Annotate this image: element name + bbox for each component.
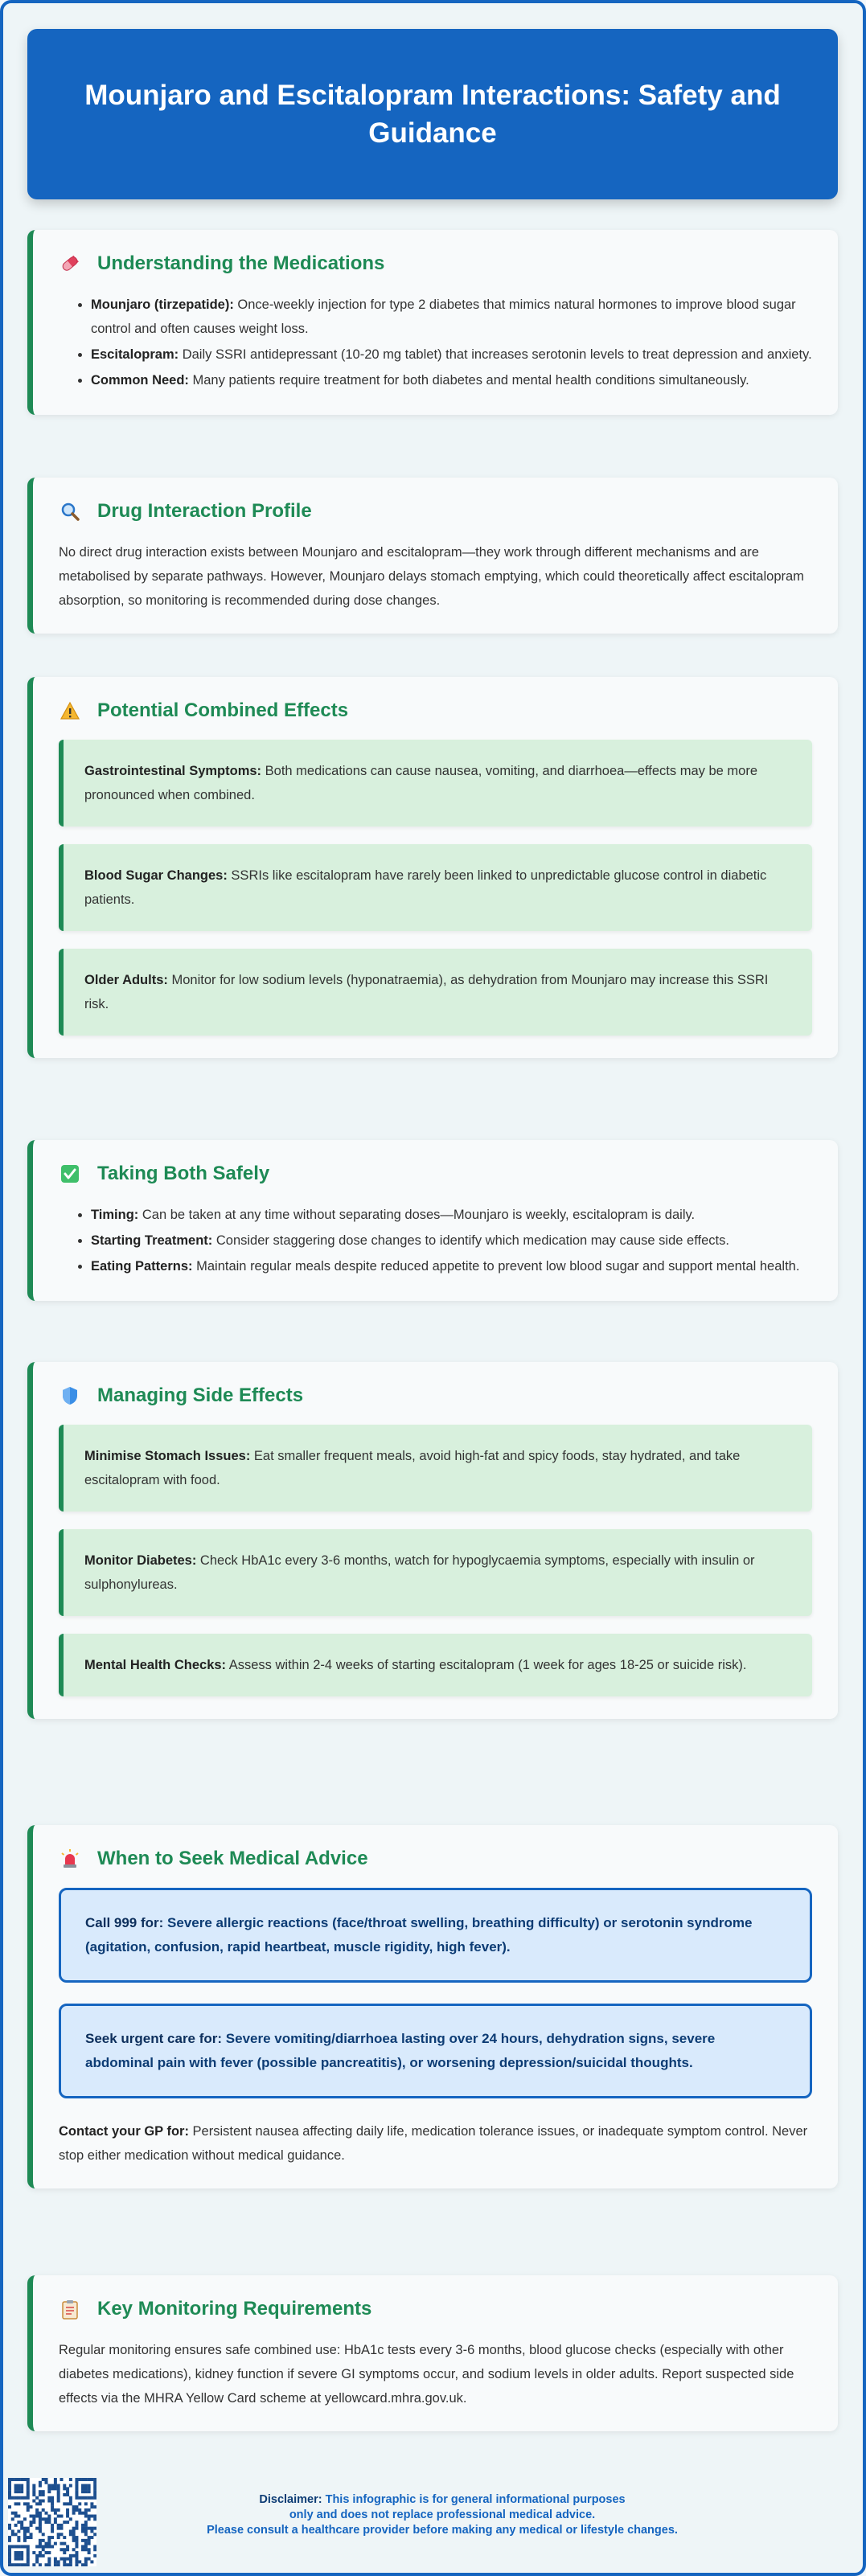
- disclaimer-line: only and does not replace professional medical advice.: [289, 2508, 596, 2521]
- alert-label: Call 999 for:: [85, 1915, 164, 1930]
- siren-icon: [59, 1848, 81, 1870]
- clipboard-icon: [59, 2298, 81, 2320]
- section-effects: [27, 677, 838, 1058]
- check-icon: [59, 1163, 81, 1185]
- section-title-row: [59, 252, 812, 275]
- tip-box: [59, 1529, 812, 1616]
- tip-box: [59, 1425, 812, 1512]
- section-understanding: [27, 230, 838, 415]
- page-title: Mounjaro and Escitalopram Interactions: Safety and Guidance: [84, 80, 781, 149]
- section-title-row: [59, 500, 812, 523]
- box-text: Check HbA1c every 3-6 months, watch for hypoglycaemia symptoms, especially with insulin or sulphonylureas.: [84, 1553, 755, 1592]
- item-label: Starting Treatment:: [91, 1233, 213, 1248]
- section-title-row: [59, 1163, 812, 1185]
- section-title: Managing Side Effects: [97, 1384, 304, 1406]
- section-title: Key Monitoring Requirements: [97, 2298, 372, 2320]
- section-title: Drug Interaction Profile: [97, 500, 312, 522]
- box-text: SSRIs like escitalopram have rarely been linked to unpredictable glucose control in diabetic patients.: [84, 868, 767, 907]
- emergency-alert: [59, 1888, 812, 1983]
- section-safely: [27, 1140, 838, 1301]
- item-label: Eating Patterns:: [91, 1259, 193, 1274]
- qr-code[interactable]: [8, 2478, 96, 2566]
- item-text: Daily SSRI antidepressant (10-20 mg tablet) that increases serotonin levels to treat depression and anxiety.: [179, 347, 812, 362]
- section-title: Potential Combined Effects: [97, 699, 349, 721]
- effect-box: [59, 949, 812, 1036]
- alert-text: Severe vomiting/diarrhoea lasting over 24 hours, dehydration signs, severe abdominal pain with fever (possible pancreatitis), or worsening depression/suicidal thoughts.: [85, 2031, 716, 2070]
- list-item: [91, 1229, 812, 1253]
- safety-list: [91, 1203, 812, 1278]
- section-managing: [27, 1362, 838, 1719]
- urgent-care-alert: [59, 2004, 812, 2098]
- page-header: [27, 29, 838, 199]
- list-item: [91, 293, 812, 341]
- list-item: [91, 343, 812, 367]
- section-title-row: [59, 699, 812, 722]
- section-title: When to Seek Medical Advice: [97, 1848, 368, 1869]
- list-item: [91, 368, 812, 392]
- item-label: Common Need:: [91, 373, 189, 388]
- disclaimer-text: This infographic is for general informational purposes: [322, 2493, 626, 2506]
- section-title: Taking Both Safely: [97, 1163, 270, 1184]
- alert-text: Severe allergic reactions (face/throat swelling, breathing difficulty) or serotonin syndrome (agitation, confusion, rapid heartbeat, muscle rigidity, high fever).: [85, 1915, 753, 1955]
- alert-label: Seek urgent care for:: [85, 2031, 223, 2046]
- magnifier-icon: [59, 500, 81, 523]
- box-label: Minimise Stomach Issues:: [84, 1449, 251, 1463]
- box-text: Both medications can cause nausea, vomiting, and diarrhoea—effects may be more pronounced when combined.: [84, 764, 758, 802]
- effect-box: [59, 740, 812, 827]
- section-advice: [27, 1825, 838, 2188]
- section-interaction: [27, 478, 838, 634]
- section-title-row: [59, 1384, 812, 1407]
- item-label: Escitalopram:: [91, 347, 179, 362]
- box-label: Gastrointestinal Symptoms:: [84, 764, 262, 778]
- tip-box: [59, 1634, 812, 1696]
- disclaimer-line: [121, 2492, 764, 2508]
- disclaimer-line: Please consult a healthcare provider before making any medical or lifestyle changes.: [207, 2524, 678, 2537]
- footer: [0, 2470, 866, 2573]
- item-text: Once-weekly injection for type 2 diabetes that mimics natural hormones to improve blood sugar control and often causes weight loss.: [91, 297, 796, 336]
- gp-advice: [59, 2119, 812, 2168]
- pill-icon: [59, 252, 81, 275]
- item-text: Many patients require treatment for both diabetes and mental health conditions simultaneously.: [188, 373, 749, 388]
- shield-icon: [59, 1384, 81, 1407]
- list-item: [91, 1254, 812, 1278]
- item-text: Maintain regular meals despite reduced appetite to prevent low blood sugar and support mental health.: [192, 1259, 800, 1274]
- section-text: Regular monitoring ensures safe combined use: HbA1c tests every 3-6 months, blood glucose checks (especially with other diabetes medications), kidney function if severe GI symptoms occur, and sodium levels in older adults. Report suspected side effects via the MHRA Yellow Card scheme at yellowcard.mhra.gov.uk.: [59, 2343, 794, 2406]
- box-text: Eat smaller frequent meals, avoid high-fat and spicy foods, stay hydrated, and take escitalopram with food.: [84, 1449, 741, 1487]
- box-label: Monitor Diabetes:: [84, 1553, 197, 1568]
- item-text: Can be taken at any time without separating doses—Mounjaro is weekly, escitalopram is daily.: [138, 1208, 696, 1222]
- warning-icon: [59, 699, 81, 722]
- item-label: Mounjaro (tirzepatide):: [91, 297, 234, 312]
- section-title-row: [59, 2298, 812, 2320]
- box-label: Older Adults:: [84, 973, 168, 987]
- section-monitoring: [27, 2275, 838, 2431]
- section-title-row: [59, 1848, 812, 1870]
- list-item: [91, 1203, 812, 1227]
- disclaimer-label: Disclaimer:: [259, 2493, 322, 2506]
- box-label: Mental Health Checks:: [84, 1658, 227, 1672]
- box-label: Blood Sugar Changes:: [84, 868, 228, 883]
- gp-text: Persistent nausea affecting daily life, medication tolerance issues, or inadequate symptom control. Never stop either medication without medical guidance.: [59, 2124, 808, 2163]
- item-text: Consider staggering dose changes to identify which medication may cause side effects.: [212, 1233, 729, 1248]
- medication-list: [91, 293, 812, 392]
- box-text: Assess within 2-4 weeks of starting escitalopram (1 week for ages 18-25 or suicide risk).: [226, 1658, 747, 1672]
- item-label: Timing:: [91, 1208, 139, 1222]
- section-text: No direct drug interaction exists between Mounjaro and escitalopram—they work through different mechanisms and are metabolised by separate pathways. However, Mounjaro delays stomach emptying, which could theoretically affect escitalopram absorption, so monitoring is recommended during dose changes.: [59, 545, 804, 608]
- disclaimer: [121, 2492, 764, 2538]
- box-text: Monitor for low sodium levels (hyponatraemia), as dehydration from Mounjaro may increase this SSRI risk.: [84, 973, 769, 1011]
- effect-box: [59, 844, 812, 931]
- gp-label: Contact your GP for:: [59, 2124, 189, 2139]
- section-title: Understanding the Medications: [97, 252, 385, 274]
